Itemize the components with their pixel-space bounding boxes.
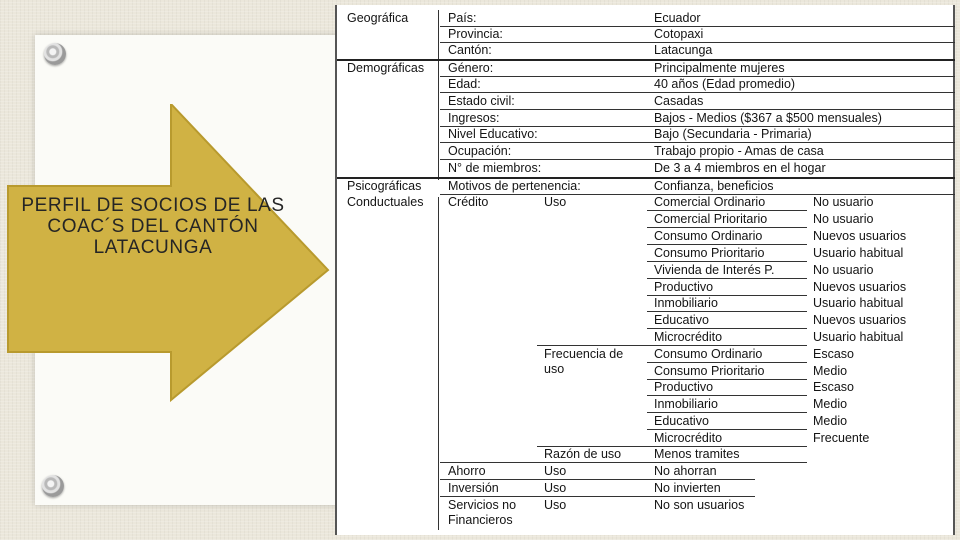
usage-status: No usuario [813,212,874,226]
row-separator [647,261,807,262]
usage-status: Nuevos usuarios [813,229,907,243]
usage-status: Usuario habitual [813,296,904,310]
usage-status: Usuario habitual [813,246,904,260]
field-label: Nivel Educativo: [448,127,538,141]
usage-status: Usuario habitual [813,330,904,344]
row-separator [647,210,807,211]
product-name: Educativo [654,313,709,327]
product-name: Comercial Prioritario [654,212,768,226]
product-name: Educativo [654,414,709,428]
product-name: Consumo Ordinario [654,347,763,361]
row-separator [647,412,807,413]
field-label: N° de miembros: [448,161,542,175]
product-name: Consumo Ordinario [654,229,763,243]
field-label: Edad: [448,77,481,91]
row-separator [647,362,807,363]
field-value: Confianza, beneficios [654,179,774,193]
section-separator [337,59,955,61]
field-label: Motivos de pertenencia: [448,179,581,193]
field-value: Cotopaxi [654,27,704,41]
row-separator [440,159,955,160]
product-name: Consumo Prioritario [654,246,765,260]
field-label: Cantón: [448,43,492,57]
category-geografica: Geográfica [347,11,409,25]
service-label: Servicios no Financieros [448,498,517,527]
field-label: Género: [448,61,494,75]
category-demograficas: Demográficas [347,61,425,75]
field-value: De 3 a 4 miembros en el hogar [654,161,826,175]
row-separator [440,142,955,143]
slide-title: PERFIL DE SOCIOS DE LAS COAC´S DEL CANTÓN LATACUNGA [21,195,285,258]
razon-value: Menos tramites [654,447,740,461]
frequency-status: Medio [813,364,848,378]
row-separator [647,429,807,430]
field-value: Bajo (Secundaria - Primaria) [654,127,812,141]
column-divider [438,10,439,180]
category-conductuales: Conductuales [347,195,424,209]
row-separator [647,311,807,312]
uso-label: Uso [544,195,567,209]
usage-status: Nuevos usuarios [813,280,907,294]
frecuencia-label: Frecuencia de uso [544,347,624,376]
usage-status: No usuario [813,263,874,277]
frequency-status: Medio [813,414,848,428]
product-name: Productivo [654,380,714,394]
category-psicograficas: Psicográficas [347,179,422,193]
field-value: Trabajo propio - Amas de casa [654,144,824,158]
row-separator [537,345,807,346]
frequency-status: Escaso [813,380,854,394]
frequency-status: Medio [813,397,848,411]
row-separator [440,479,755,480]
field-label: Provincia: [448,27,503,41]
field-value: Ecuador [654,11,701,25]
field-label: Estado civil: [448,94,515,108]
row-separator [440,496,755,497]
row-separator [647,328,807,329]
product-name: Comercial Ordinario [654,195,766,209]
product-name: Vivienda de Interés P. [654,263,775,277]
field-value: Casadas [654,94,704,108]
row-separator [647,395,807,396]
column-divider [438,197,439,530]
usage-status: Nuevos usuarios [813,313,907,327]
pushpin-icon [42,475,64,497]
service-use: Uso [544,481,567,495]
service-label: Inversión [448,481,499,495]
field-label: Ocupación: [448,144,512,158]
field-value: Latacunga [654,43,713,57]
service-value: No son usuarios [654,498,745,512]
razon-label: Razón de uso [544,447,622,461]
credito-label: Crédito [448,195,489,209]
row-separator [647,227,807,228]
field-value: Bajos - Medios ($367 a $500 mensuales) [654,111,882,125]
field-label: País: [448,11,477,25]
field-value: 40 años (Edad promedio) [654,77,796,91]
field-label: Ingresos: [448,111,500,125]
service-use: Uso [544,464,567,478]
product-name: Microcrédito [654,330,723,344]
row-separator [440,462,807,463]
product-name: Productivo [654,280,714,294]
service-use: Uso [544,498,567,512]
usage-status: No usuario [813,195,874,209]
row-separator [440,92,955,93]
product-name: Inmobiliario [654,397,718,411]
service-value: No ahorran [654,464,717,478]
row-separator [647,244,807,245]
product-name: Inmobiliario [654,296,718,310]
service-label: Ahorro [448,464,486,478]
row-separator [647,278,807,279]
service-value: No invierten [654,481,721,495]
product-name: Microcrédito [654,431,723,445]
frequency-status: Frecuente [813,431,870,445]
product-name: Consumo Prioritario [654,364,765,378]
frequency-status: Escaso [813,347,854,361]
field-value: Principalmente mujeres [654,61,785,75]
pushpin-icon [44,43,66,65]
row-separator [440,109,955,110]
section-separator [337,177,955,179]
profile-table [335,5,955,535]
